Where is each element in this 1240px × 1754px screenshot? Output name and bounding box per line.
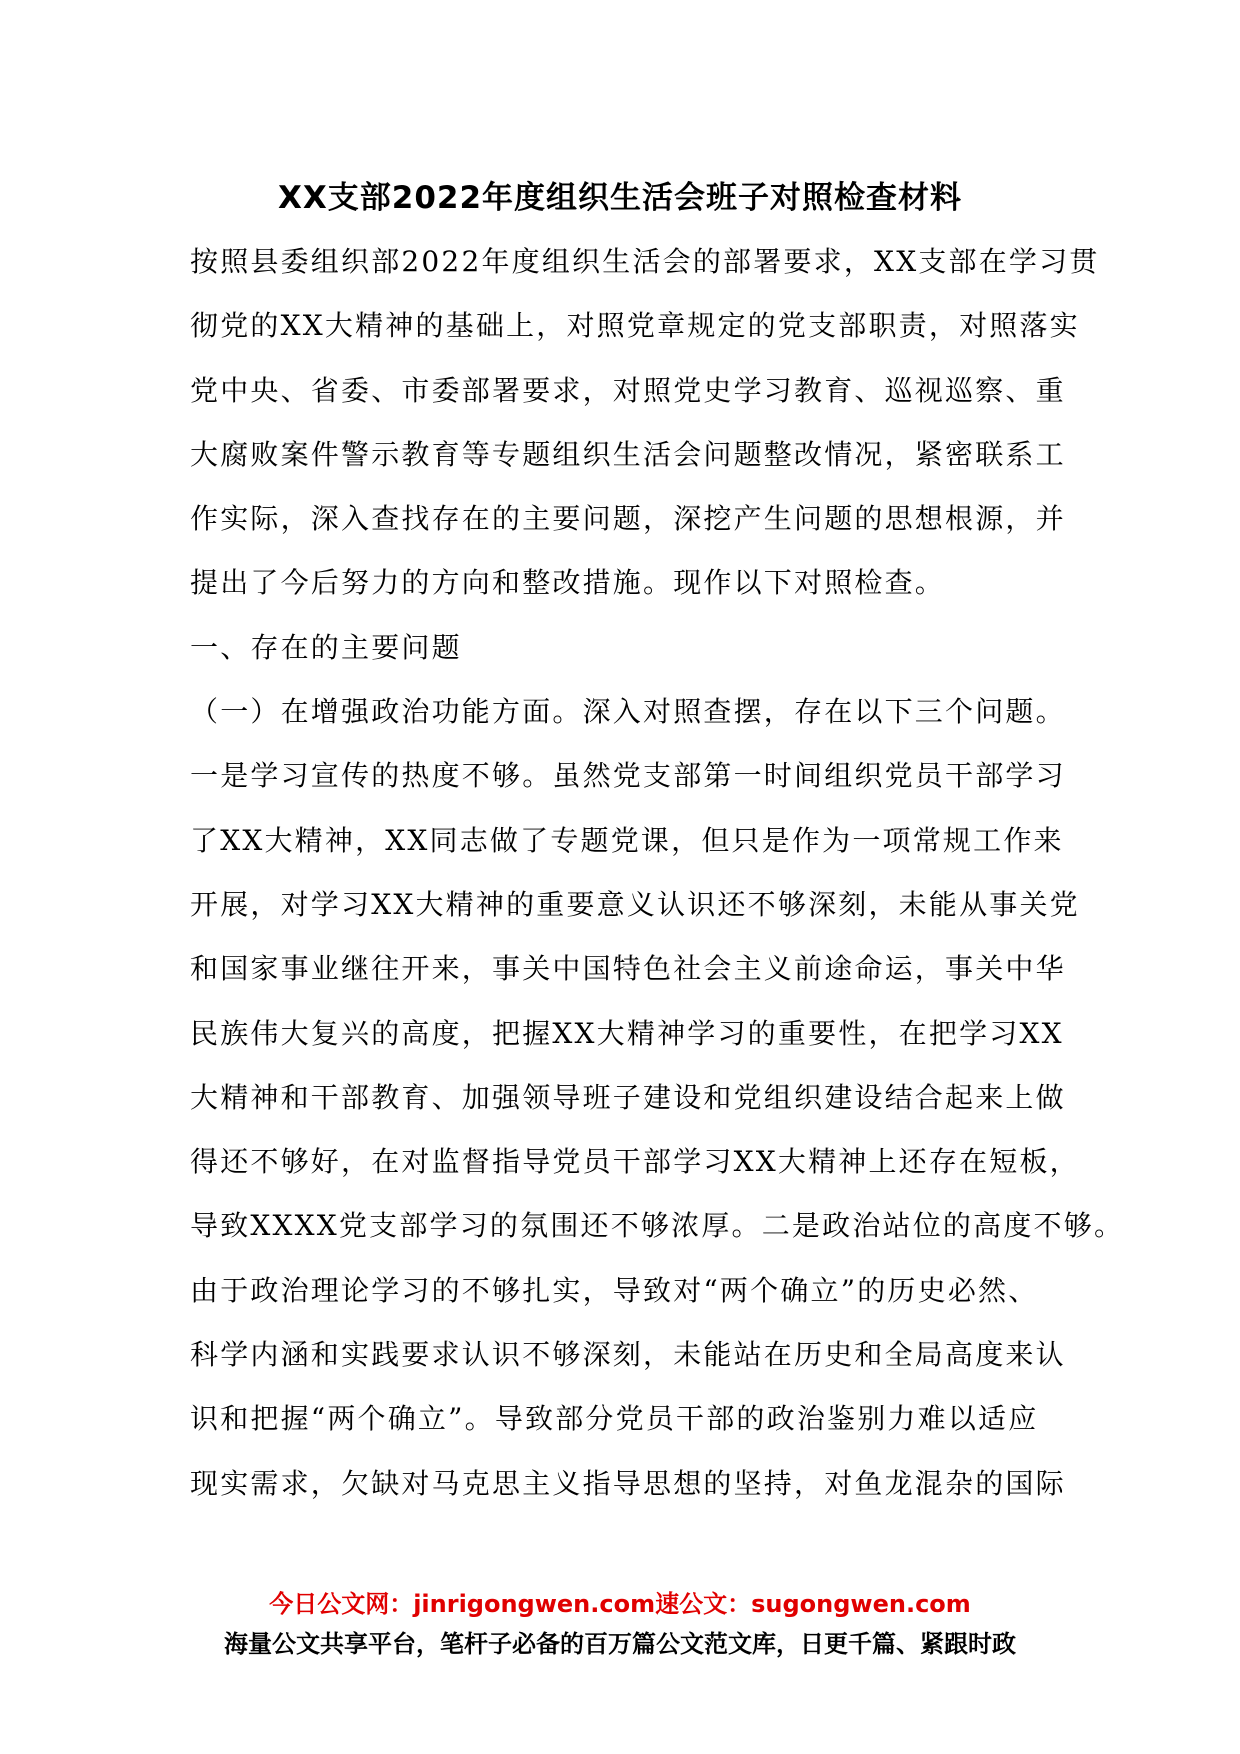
body-line: 科学内涵和实践要求认识不够深刻，未能站在历史和全局高度来认 [190,1338,1066,1372]
body-line: 导致XXXX党支部学习的氛围还不够浓厚。二是政治站位的高度不够。 [190,1209,1125,1243]
body-line: 了XX大精神，XX同志做了专题党课，但只是作为一项常规工作来 [190,823,1064,857]
body-line: 党中央、省委、市委部署要求，对照党史学习教育、巡视巡察、重 [190,373,1066,407]
body-line: 提出了今后努力的方向和整改措施。现作以下对照检查。 [190,566,946,600]
body-line: 开展，对学习XX大精神的重要意义认识还不够深刻，未能从事关党 [190,887,1080,921]
footer-site-links: 今日公文网：jinrigongwen.com速公文：sugongwen.com [269,1590,971,1618]
body-line: 一是学习宣传的热度不够。虽然党支部第一时间组织党员干部学习 [190,759,1066,793]
footer-tagline: 海量公文共享平台，笔杆子必备的百万篇公文范文库，日更千篇、紧跟时政 [224,1630,1016,1658]
body-line: 和国家事业继往开来，事关中国特色社会主义前途命运，事关中华 [190,952,1066,986]
body-line: 按照县委组织部2022年度组织生活会的部署要求，XX支部在学习贯 [190,245,1100,278]
document-title: XX支部2022年度组织生活会班子对照检查材料 [277,180,963,216]
body-line: 作实际，深入查找存在的主要问题，深挖产生问题的思想根源，并 [190,502,1066,536]
body-line: 大精神和干部教育、加强领导班子建设和党组织建设结合起来上做 [190,1080,1066,1114]
body-line: 得还不够好，在对监督指导党员干部学习XX大精神上还存在短板， [190,1145,1080,1179]
section-heading: 一、存在的主要问题 [190,630,462,664]
body-line: 现实需求，欠缺对马克思主义指导思想的坚持，对鱼龙混杂的国际 [190,1466,1066,1500]
body-line: 由于政治理论学习的不够扎实，导致对“两个确立”的历史必然、 [190,1273,1039,1307]
body-line: 民族伟大复兴的高度，把握XX大精神学习的重要性，在把学习XX [190,1016,1064,1050]
body-line: 识和把握“两个确立”。导致部分党员干部的政治鉴别力难以适应 [190,1402,1039,1436]
subsection-heading: （一）在增强政治功能方面。深入对照查摆，存在以下三个问题。 [190,695,1066,729]
document-body [190,242,1125,1528]
body-line: 大腐败案件警示教育等专题组织生活会问题整改情况，紧密联系工 [190,437,1066,471]
body-line: 彻党的XX大精神的基础上，对照党章规定的党支部职责，对照落实 [190,309,1080,343]
